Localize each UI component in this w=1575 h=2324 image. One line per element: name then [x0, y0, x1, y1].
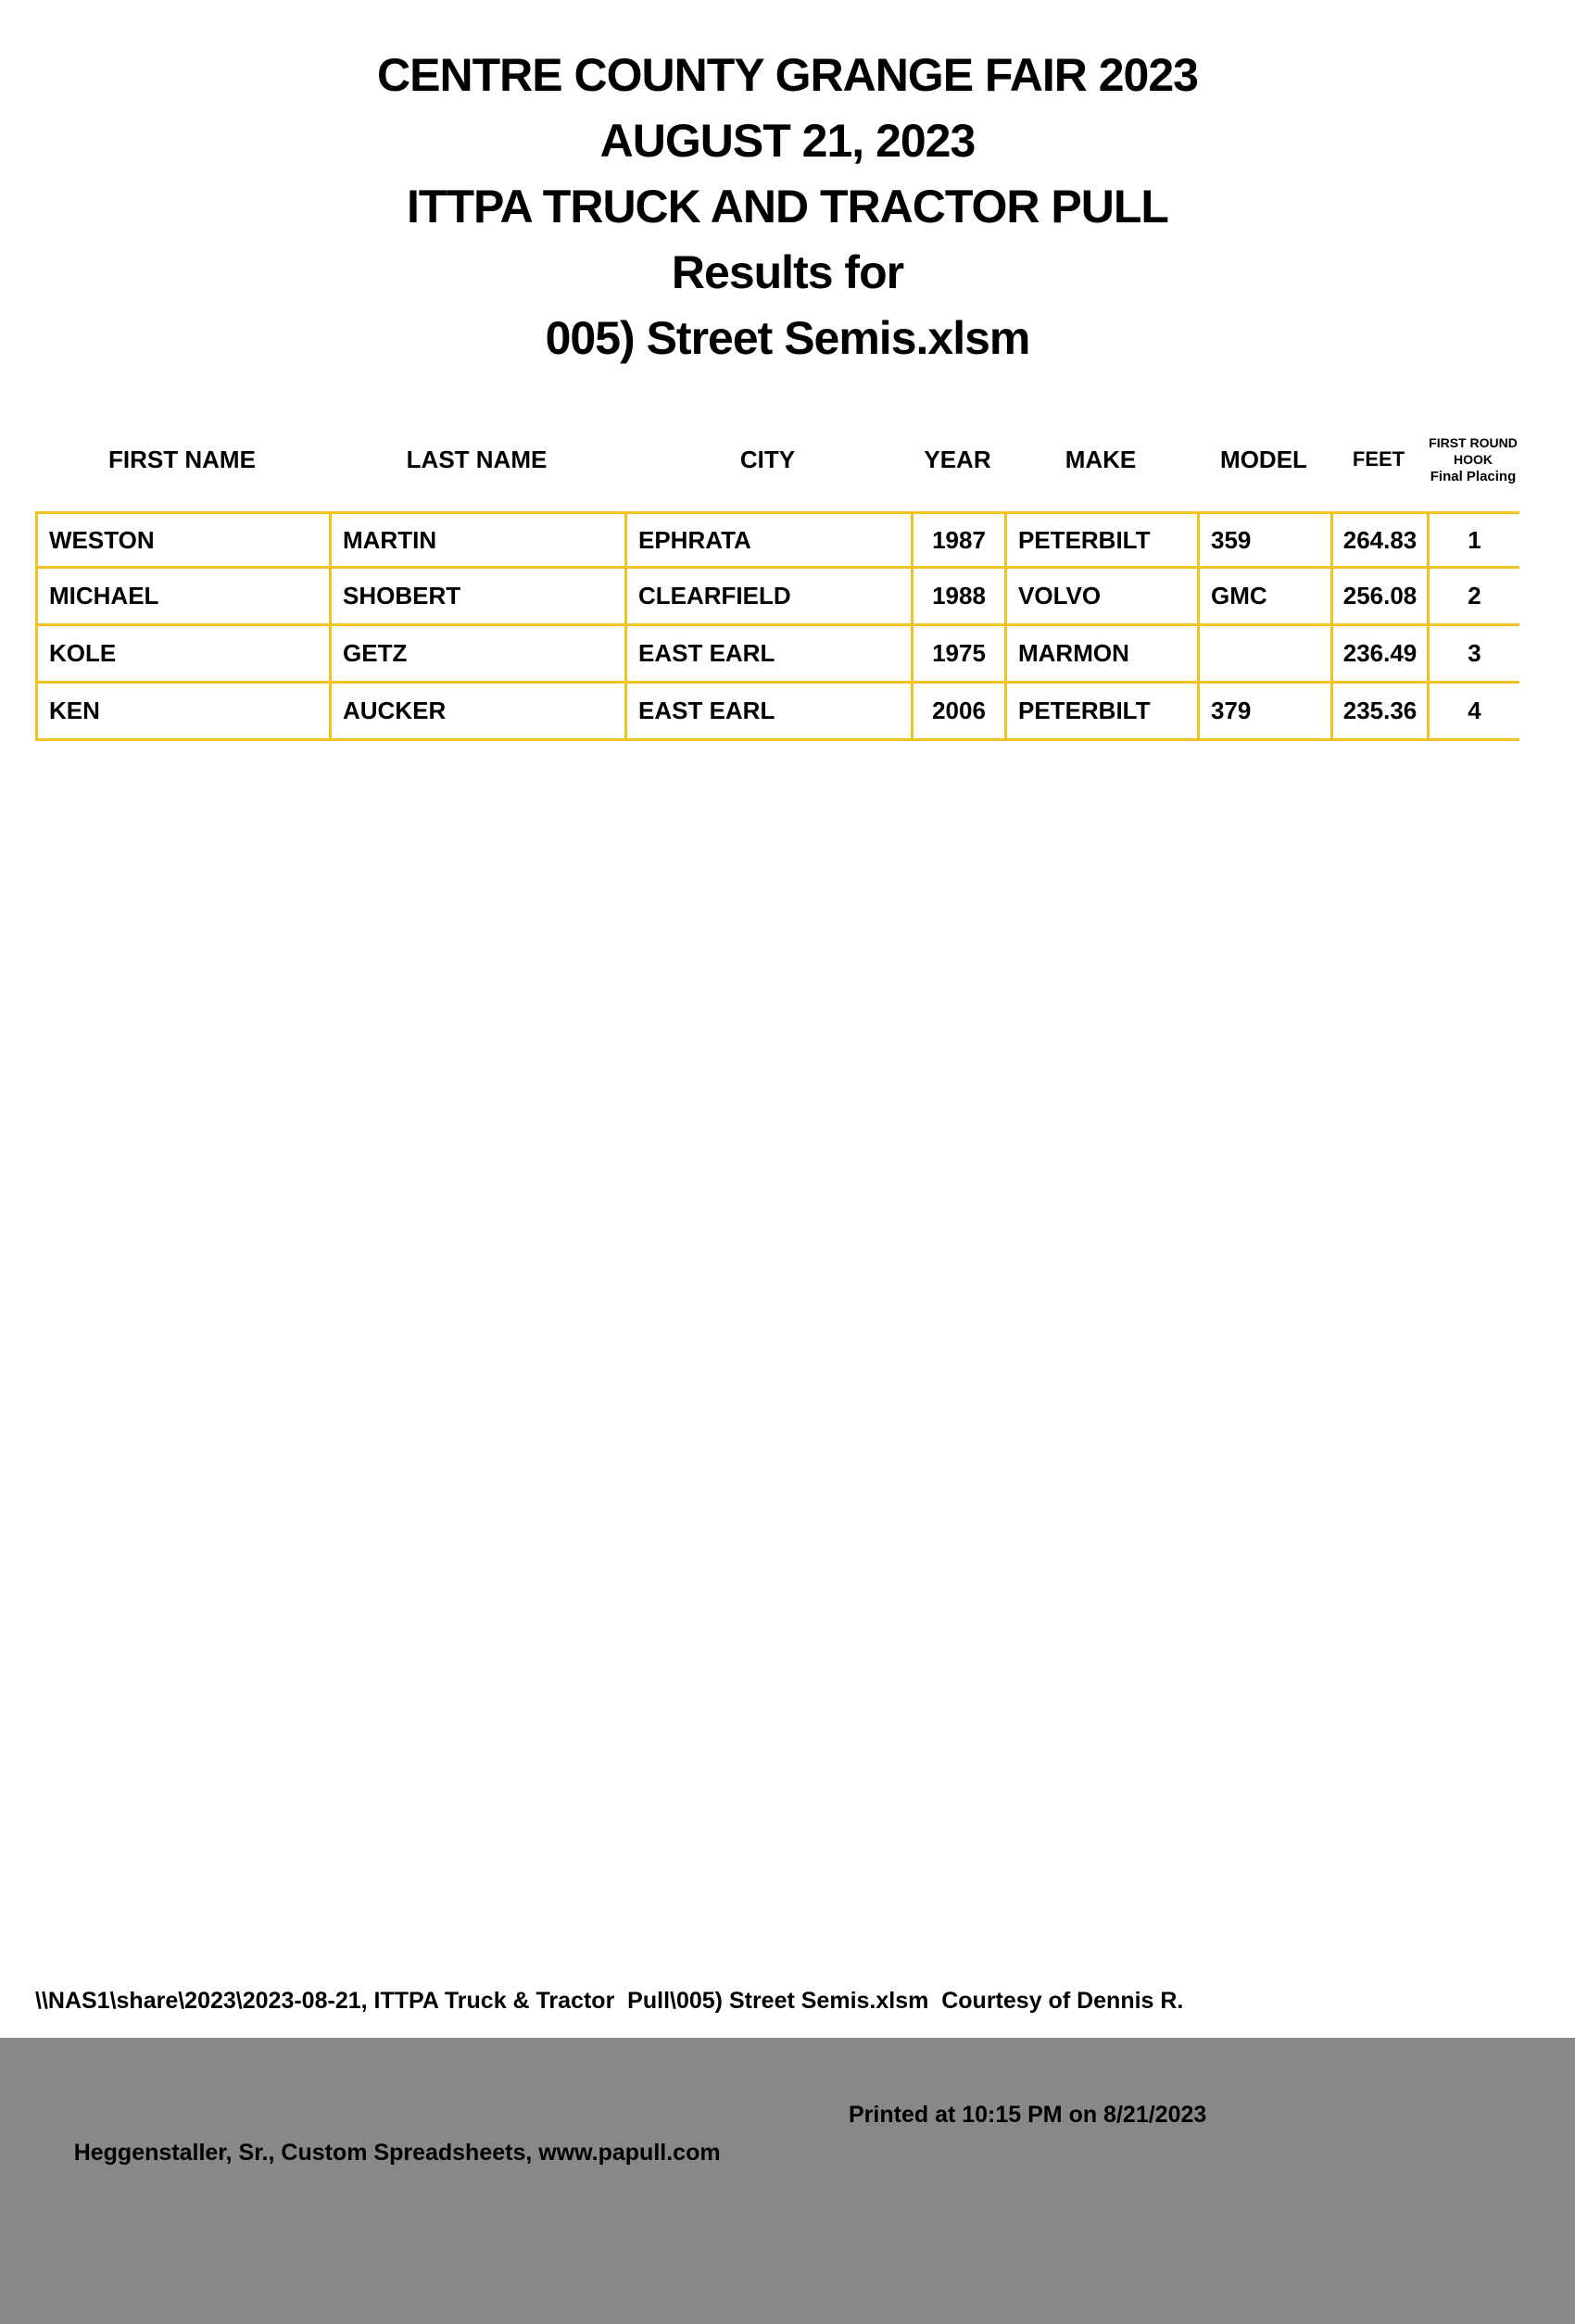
page-header: [0, 43, 1575, 371]
cell-feet: 236.49: [1330, 626, 1427, 684]
cell-feet: 256.08: [1330, 569, 1427, 626]
column-header-make: MAKE: [1065, 445, 1137, 473]
column-header-city: CITY: [739, 445, 796, 473]
footer-credit-text: Heggenstaller, Sr., Custom Spreadsheets, www.papull.com: [73, 2140, 721, 2166]
cell-first-name: KEN: [35, 684, 329, 741]
cell-year: 2006: [911, 684, 1004, 741]
cell-last-name: MARTIN: [329, 511, 624, 569]
footer-printed-timestamp: Printed at 10:15 PM on 8/21/2023: [849, 2102, 1207, 2128]
cell-first-name: WESTON: [35, 511, 329, 569]
column-header-feet: FEET: [1352, 447, 1405, 471]
column-header-last-name: LAST NAME: [406, 445, 548, 473]
cell-placing: 3: [1427, 626, 1519, 684]
title-event: CENTRE COUNTY GRANGE FAIR 2023: [377, 49, 1198, 101]
column-header-hook-placing: [1427, 408, 1519, 511]
cell-model: 379: [1197, 684, 1330, 741]
cell-feet: 264.83: [1330, 511, 1427, 569]
cell-first-name: KOLE: [35, 626, 329, 684]
cell-placing: 2: [1427, 569, 1519, 626]
title-class-file: 005) Street Semis.xlsm: [545, 312, 1030, 364]
cell-year: 1987: [911, 511, 1004, 569]
title-results-for: Results for: [671, 246, 904, 298]
column-header-model: MODEL: [1220, 445, 1307, 473]
cell-make: VOLVO: [1004, 569, 1197, 626]
cell-city: CLEARFIELD: [624, 569, 911, 626]
cell-first-name: MICHAEL: [35, 569, 329, 626]
cell-feet: 235.36: [1330, 684, 1427, 741]
hook-header-line1: FIRST ROUND: [1429, 434, 1518, 450]
page-footer: [35, 1906, 1207, 2324]
column-header-year: YEAR: [924, 445, 991, 473]
hook-header-line3: Final Placing: [1430, 468, 1517, 484]
cell-placing: 4: [1427, 684, 1519, 741]
cell-year: 1988: [911, 569, 1004, 626]
cell-city: EPHRATA: [624, 511, 911, 569]
cell-make: PETERBILT: [1004, 684, 1197, 741]
title-date: AUGUST 21, 2023: [599, 115, 976, 167]
footer-file-path-line: \\NAS1\share\2023\2023-08-21, ITTPA Truck & Tractor Pull\005) Street Semis.xlsm Courtesy of Dennis R.: [35, 1988, 1184, 2014]
results-table: [35, 511, 1519, 741]
cell-model: GMC: [1197, 569, 1330, 626]
cell-last-name: AUCKER: [329, 684, 624, 741]
cell-make: PETERBILT: [1004, 511, 1197, 569]
cell-city: EAST EARL: [624, 684, 911, 741]
cell-city: EAST EARL: [624, 626, 911, 684]
cell-model: 359: [1197, 511, 1330, 569]
cell-last-name: GETZ: [329, 626, 624, 684]
footer-credit-line: [35, 2096, 1207, 2248]
hook-header-line2: HOOK: [1454, 451, 1493, 467]
cell-model: [1197, 626, 1330, 684]
cell-year: 1975: [911, 626, 1004, 684]
cell-last-name: SHOBERT: [329, 569, 624, 626]
column-header-first-name: FIRST NAME: [108, 445, 256, 473]
table-header-row: [35, 408, 1519, 511]
title-competition: ITTPA TRUCK AND TRACTOR PULL: [407, 181, 1168, 232]
cell-placing: 1: [1427, 511, 1519, 569]
cell-make: MARMON: [1004, 626, 1197, 684]
